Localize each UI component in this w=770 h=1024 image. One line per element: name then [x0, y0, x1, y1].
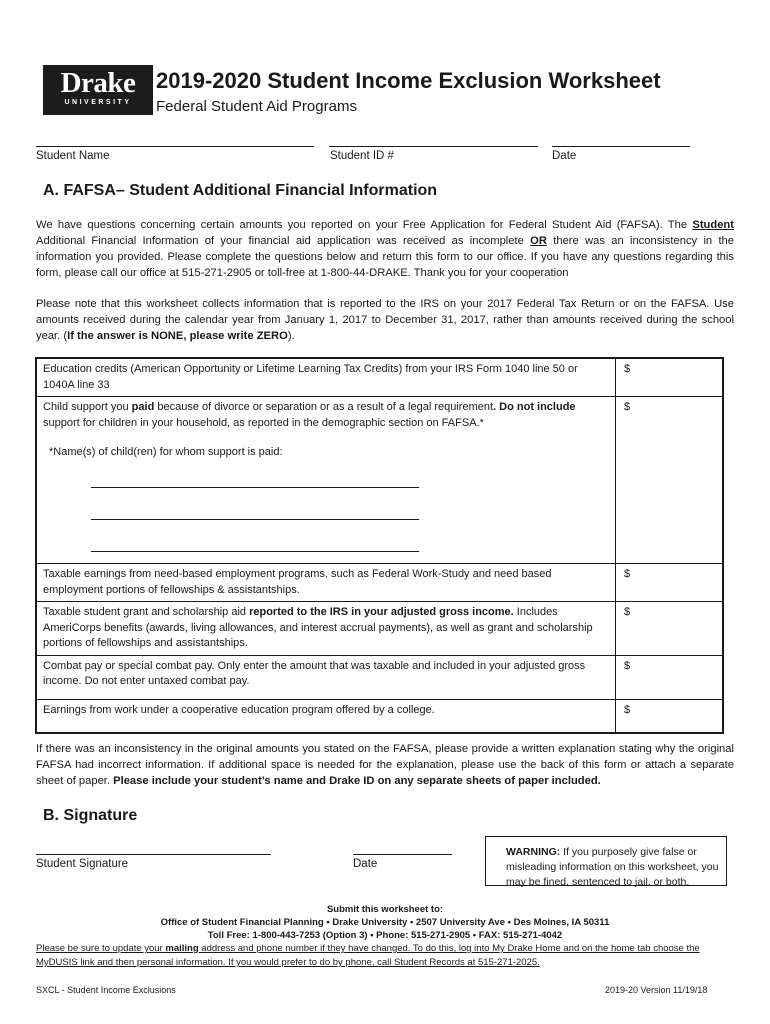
- child-name-line[interactable]: [91, 487, 419, 488]
- date-line[interactable]: [552, 146, 690, 147]
- child-support-do-not-include: . Do not include: [493, 401, 576, 413]
- student-name-label: Student Name: [36, 150, 110, 162]
- fafsa-income-table: [35, 357, 724, 734]
- explanation-paragraph: [36, 741, 734, 789]
- table-row: [36, 602, 723, 656]
- work-study-question: Taxable earnings from need-based employment programs, such as Federal Work-Study and need based employment portions of fellowships & assistantships.: [36, 564, 616, 602]
- child-name-line[interactable]: [91, 519, 419, 520]
- logo-subtext: UNIVERSITY: [64, 99, 132, 106]
- warning-text: If you purposely give false or misleading information on this worksheet, you may be fined, sentenced to jail, or both.: [506, 846, 719, 888]
- logo-wordmark: Drake: [60, 67, 136, 99]
- notice-mailing: mailing: [165, 943, 199, 954]
- child-support-amount[interactable]: $: [616, 397, 724, 564]
- page-title: 2019-2020 Student Income Exclusion Worksheet: [156, 68, 661, 93]
- warning-box: [485, 836, 727, 886]
- child-name-line[interactable]: [91, 551, 419, 552]
- grant-aid-question: [36, 602, 616, 656]
- table-row: [36, 397, 723, 564]
- child-support-text-1: Child support you: [43, 401, 132, 413]
- update-address-notice: [36, 942, 736, 970]
- table-row: [36, 358, 723, 397]
- intro-paragraph: [36, 217, 734, 281]
- form-code: SXCL - Student Income Exclusions: [36, 985, 176, 995]
- education-credits-question: Education credits (American Opportunity or Lifetime Learning Tax Credits) from your IRS Form 1040 line 50 or 1040A line 33: [36, 358, 616, 397]
- note-text-2: ).: [287, 330, 295, 342]
- note-text-zero: If the answer is NONE, please write ZERO: [67, 330, 288, 342]
- signature-line[interactable]: [36, 854, 271, 855]
- contact-numbers: Toll Free: 1-800-443-7253 (Option 3) • Phone: 515-271-2905 • FAX: 515-271-4042: [207, 930, 563, 941]
- drake-university-logo: [43, 65, 153, 115]
- explanation-bold-text: Please include your student’s name and Drake ID on any separate sheets of paper included.: [113, 775, 601, 787]
- intro-text-3: there was an inconsistency in the information you provided. Please complete the questions below and return this form to our office. If you have any questions regarding this form, please call our office at 515-271-2905 or toll-free at 1-800-44-DRAKE. Thank you for your cooperation: [36, 235, 734, 279]
- date-label: Date: [552, 150, 577, 162]
- intro-text-2: Additional Financial Information of your financial aid application was received as incomplete: [36, 235, 531, 247]
- work-study-amount[interactable]: $: [616, 564, 724, 602]
- table-row: [36, 655, 723, 699]
- education-credits-amount[interactable]: $: [616, 358, 724, 397]
- office-address: Office of Student Financial Planning • Drake University • 2507 University Ave • Des Moines, IA 50311: [160, 917, 610, 928]
- intro-text-1: We have questions concerning certain amounts you reported on your Free Application for Federal Student Aid (FAFSA). The: [36, 219, 693, 231]
- grant-aid-amount[interactable]: $: [616, 602, 724, 656]
- intro-text-student: Student: [692, 219, 734, 231]
- note-text-1: Please note that this worksheet collects information that is reported to the IRS on your 2017 Federal Tax Return or on the FAFSA. Use amounts received during the calendar year from January 1, 2017 to December 31, 2017, rather than amounts received during the school year. (: [36, 298, 734, 342]
- table-row: [36, 699, 723, 733]
- notice-text-2: address and phone number if they have changed. To do this, log into My Drake Home and on the home tab choose the MyDUSIS link and then personal information. If you would prefer to do by phone, call Student Records at 515-271-2025.: [36, 943, 700, 968]
- student-id-line[interactable]: [329, 146, 538, 147]
- child-support-question: [36, 397, 616, 564]
- table-row: [36, 564, 723, 602]
- submit-heading: Submit this worksheet to:: [326, 904, 444, 915]
- warning-label: WARNING:: [506, 846, 561, 858]
- signature-label: Student Signature: [36, 858, 129, 870]
- coop-earnings-question: Earnings from work under a cooperative education program offered by a college.: [36, 699, 616, 733]
- note-paragraph: [36, 296, 734, 344]
- page-subtitle: Federal Student Aid Programs: [156, 98, 357, 115]
- combat-pay-question: Combat pay or special combat pay. Only enter the amount that was taxable and included in your adjusted gross income. Do not enter untaxed combat pay.: [36, 655, 616, 699]
- children-names-label: *Name(s) of child(ren) for whom support is paid:: [49, 446, 283, 458]
- student-name-line[interactable]: [36, 146, 314, 147]
- child-support-paid: paid: [131, 401, 155, 413]
- student-id-label: Student ID #: [330, 150, 394, 162]
- combat-pay-amount[interactable]: $: [616, 655, 724, 699]
- child-support-text-3: support for children in your household, as reported in the demographic section on FAFSA.*: [43, 416, 484, 429]
- signature-date-label: Date: [353, 858, 378, 870]
- grant-aid-text-bold: reported to the IRS in your adjusted gross income.: [249, 606, 514, 618]
- form-version: 2019-20 Version 11/19/18: [605, 985, 708, 995]
- grant-aid-text-2: Includes AmeriCorps benefits (awards, living allowances, and interest accrual payments), as well as grant and scholarship portions of fellowships and assistantships.: [43, 606, 593, 649]
- section-b-heading: B. Signature: [43, 807, 138, 824]
- explanation-text: If there was an inconsistency in the original amounts you stated on the FAFSA, please provide a written explanation stating why the original FAFSA had incorrect information. If additional space is needed for the explanation, please use the back of this form or attach a separate sheet of paper.: [36, 743, 734, 787]
- section-a-heading: A. FAFSA– Student Additional Financial Information: [43, 182, 438, 199]
- notice-text-1: Please be sure to update your: [36, 943, 166, 954]
- grant-aid-text-1: Taxable student grant and scholarship aid: [43, 606, 250, 618]
- signature-date-line[interactable]: [353, 854, 452, 855]
- coop-earnings-amount[interactable]: $: [616, 699, 724, 733]
- child-support-text-2: because of divorce or separation or as a result of a legal requirement: [154, 401, 494, 413]
- intro-text-or: OR: [530, 235, 547, 247]
